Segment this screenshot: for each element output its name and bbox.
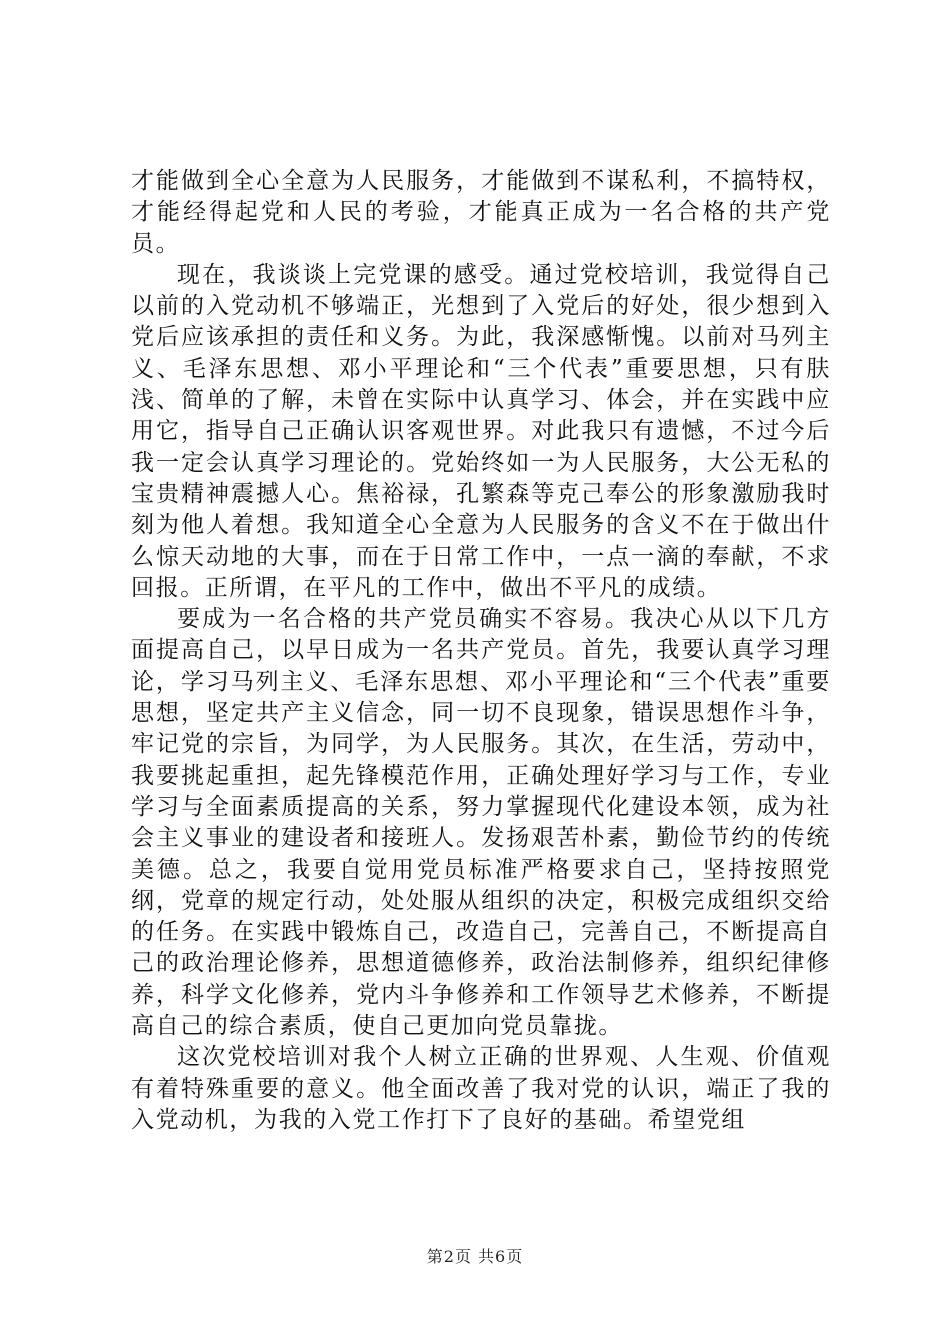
paragraph-party-class-reflection: 现在，我谈谈上完党课的感受。通过党校培训，我觉得自己以前的入党动机不够端正，光想到了入党后的好处，很少想到入党后应该承担的责任和义务。为此，我深感惭愧。以前对马列主义、毛泽东思想、邓小平理论和“三个代表”重要思想，只有肤浅、简单的了解，未曾在实际中认真学习、体会，并在实践中应用它，指导自己正确认识客观世界。对此我只有遗憾，不过今后我一定会认真学习理论的。党始终如一为人民服务，大公无私的宝贵精神震撼人心。焦裕禄，孔繁森等克己奉公的形象激励我时刻为他人着想。我知道全心全意为人民服务的含义不在于做出什么惊天动地的大事，而在于日常工作中，一点一滴的奉献，不求回报。正所谓，在平凡的工作中，做出不平凡的成绩。 [131,261,831,601]
page-number-footer: 第2页 共6页 [426,1247,524,1266]
paragraph-training-significance: 这次党校培训对我个人树立正确的世界观、人生观、价值观有着特殊重要的意义。他全面改善了我对党的认识，端正了我的入党动机，为我的入党工作打下了良好的基础。希望党组 [131,1044,831,1133]
body-text [131,166,831,1136]
paragraph-continuation: 才能做到全心全意为人民服务，才能做到不谋私利，不搞特权，才能经得起党和人民的考验，才能真正成为一名合格的共产党员。 [131,168,831,257]
paragraph-self-improvement: 要成为一名合格的共产党员确实不容易。我决心从以下几方面提高自己，以早日成为一名共产党员。首先，我要认真学习理论，学习马列主义、毛泽东思想、邓小平理论和“三个代表”重要思想，坚定共产主义信念，同一切不良现象，错误思想作斗争，牢记党的宗旨，为同学，为人民服务。其次，在生活，劳动中，我要挑起重担，起先锋模范作用，正确处理好学习与工作，专业学习与全面素质提高的关系，努力掌握现代化建设本领，成为社会主义事业的建设者和接班人。发扬艰苦朴素，勤俭节约的传统美德。总之，我要自觉用党员标准严格要求自己，坚持按照党纲，党章的规定行动，处处服从组织的决定，积极完成组织交给的任务。在实践中锻炼自己，改造自己，完善自己，不断提高自己的政治理论修养，思想道德修养，政治法制修养，组织纪律修养，科学文化修养，党内斗争修养和工作领导艺术修养，不断提高自己的综合素质，使自己更加向党员靠拢。 [131,606,831,1040]
